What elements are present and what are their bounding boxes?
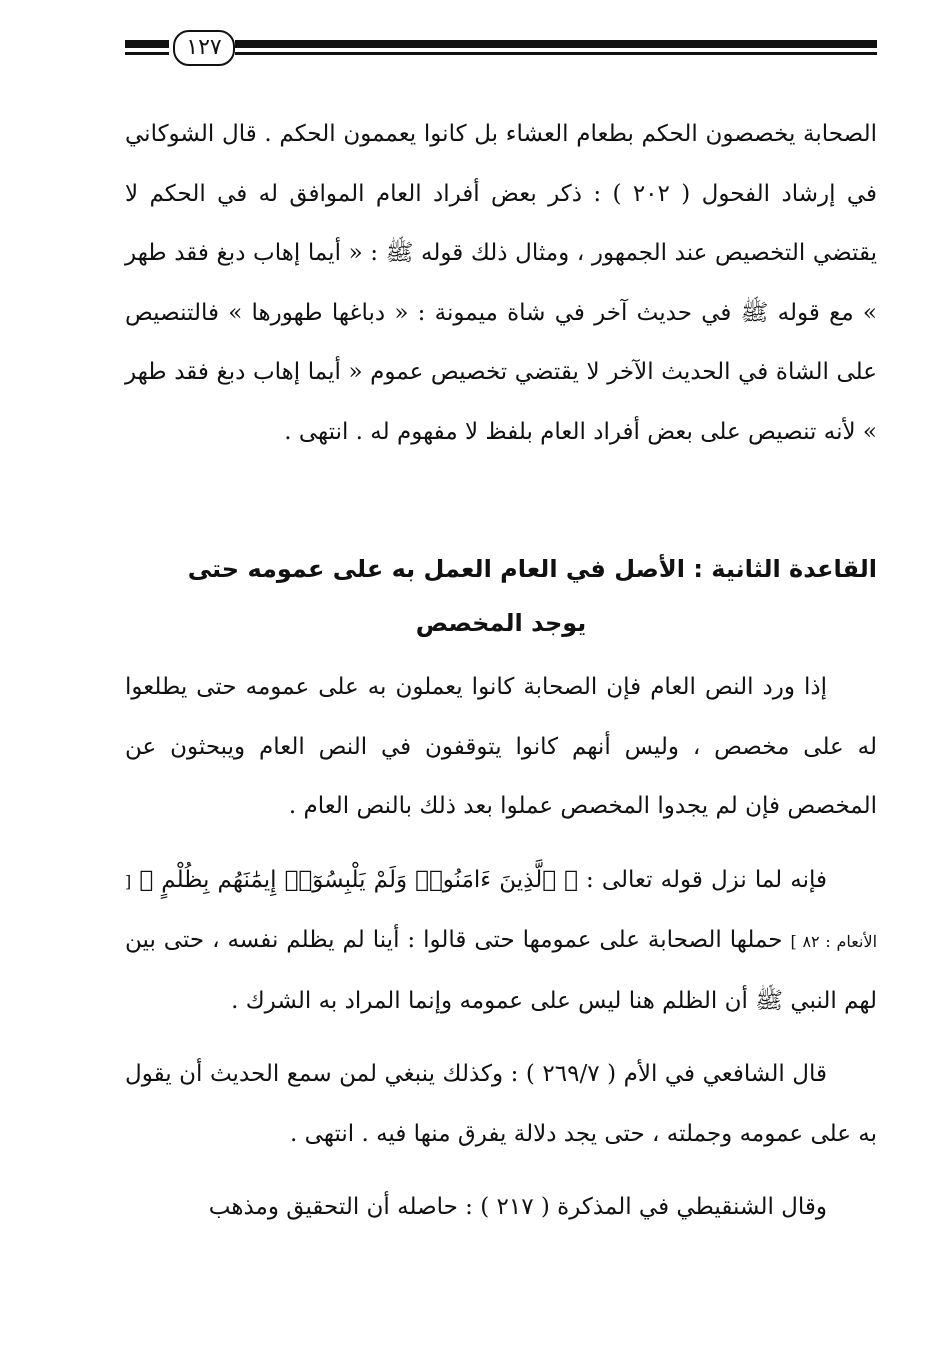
- header-rule-left-thin: [125, 52, 169, 55]
- paragraph-shafii-quote: قال الشافعي في الأم ( ٢٦٩/٧ ) : وكذلك ينبغي لمن سمع الحديث أن يقول به على عمومه وجملته ، حتى يجد دلالة يفرق منها فيه . انتهى .: [125, 1061, 877, 1147]
- header-rule-right-thin: [235, 52, 877, 55]
- section-heading: [125, 542, 877, 596]
- page-header: [125, 30, 877, 70]
- header-rule-right-thick: [235, 40, 877, 48]
- header-rule-left-thick: [125, 40, 169, 48]
- section-gap: [125, 462, 877, 542]
- verse-reference: [ الأنعام : ٨٢ ]: [125, 871, 878, 951]
- section-title-line1: الأصل في العام العمل به على عمومه حتى: [187, 555, 685, 583]
- paragraph-shinqiti-quote: وقال الشنقيطي في المذكرة ( ٢١٧ ) : حاصله أن التحقيق ومذهب: [208, 1194, 827, 1220]
- paragraph-quran-verse: [125, 851, 877, 1032]
- verse-text: فإنه لما نزل قوله تعالى : ﴿ ٱلَّذِينَ ءَامَنُوا۟ وَلَمْ يَلْبِسُوٓا۟ إِيمَٰنَهُم بِظُلْمٍ ﴾: [139, 866, 828, 893]
- paragraph-shawkani-quote: الصحابة يخصصون الحكم بطعام العشاء بل كانوا يعممون الحكم . قال الشوكاني في إرشاد الفحول ( ٢٠٢ ) : ذكر بعض أفراد العام الموافق له في الحكم لا يقتضي التخصيص عند الجمهور ، ومثال ذلك قوله ﷺ : « أيما إهاب دبغ فقد طهر » مع قوله ﷺ في حديث آخر في شاة ميمونة : « دباغها طهورها » فالتنصيص على الشاة في الحديث الآخر لا يقتضي تخصيص عموم « أيما إهاب دبغ فقد طهر » لأنه تنصيص على بعض أفراد العام بلفظ لا مفهوم له . انتهى .: [125, 121, 878, 445]
- page-number: ١٢٧: [173, 30, 235, 66]
- section-title-line2: يوجد المخصص: [415, 609, 587, 637]
- section-label: القاعدة الثانية :: [693, 555, 877, 583]
- page-body: [125, 105, 877, 1238]
- verse-explanation: حملها الصحابة على عمومها حتى قالوا : أينا لم يظلم نفسه ، حتى بين لهم النبي ﷺ أن الظلم هنا ليس على عمومه وإنما المراد به الشرك .: [125, 927, 877, 1014]
- paragraph-companions-practice: إذا ورد النص العام فإن الصحابة كانوا يعملون به على عمومه حتى يطلعوا له على مخصص ، وليس أنهم كانوا يتوقفون في النص العام ويبحثون عن المخصص فإن لم يجدوا المخصص عملوا بعد ذلك بالنص العام .: [125, 674, 877, 819]
